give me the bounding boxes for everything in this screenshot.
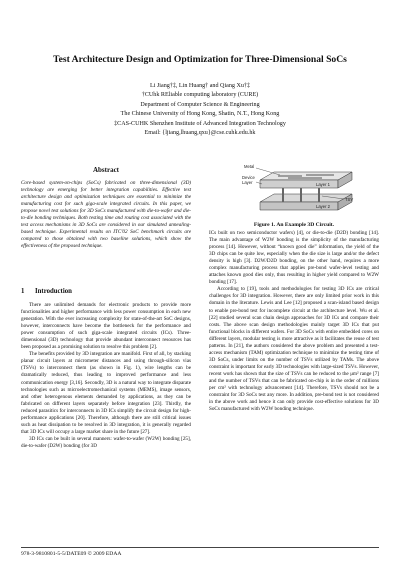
affiliation-lab: †CUhk REliable computing laboratory (CURE) [141, 92, 259, 99]
paragraph: According to [19], tools and methodologies for testing 3D ICs are critical challenges for 3D integration. However, there are only limited prior work in this domain in the literature. Lewis and Lee [12] proposed a scan-island based design to enable pre-bond test for incomplete circuit at the architecture level. Wu et al. [22] studied several scan chain design approaches for 3D ICs and compare their costs. The above scan design methodologies mainly target 3D ICs that put functional blocks in different wafers. For 3D SoCs with entire embedded cores on different layers, modular testing is more attractive as it facilitates the reuse of test patterns. In [21], the authors considered the above problem and presented a test-access mechanism (TAM) optimization technique to minimize the testing time of 3D SoCs, under limits on the number of TSVs utilized by TAMs. The above constraint is important for early 3D technologies with large-sized TSVs. However, recent work has shown that the size of TSVs can be reduced to the μm² range [7] and the number of TSVs that can be fabricated on-chip is in the order of millions per cm² with technology advancement [14]. Therefore, TSVs should not be a constraint for 3D SoCs test any more. In addition, pre-bond test is not considered in the above work and hence it can only provide cost-effective solutions for 3D SoCs manufactured with W2W bonding technique. [209, 286, 379, 413]
abstract-text: Core-based system-on-chips (SoCs) fabricated on three-dimensional (3D) technology are emerging for better integration capabilities. Effective test architecture design and optimization techniques are essential to minimize the manufacturing cost for such giga-scale integrated circuits. In this paper, we propose novel test solutions for 3D SoCs manufactured with die-to-wafer and die-to-die bonding techniques. Both testing time and routing cost associated with the test access mechanisms in 3D SoCs are considered in our simulated annealing-based technique. Experimental results on ITC'02 SoC benchmark circuits are compared to those obtained with two baseline solutions, which show the effectiveness of the proposed technique. [21, 180, 191, 250]
paragraph: ICs built on two semiconductor wafers) [4], or die-to-die (D2D) bonding [14]. The main advantage of W2W bonding is the simplicity of the manufacturing process [14]. However, without “known good die” information, the yield of the 3D chips can be quite low, especially when the die size is large and/or the defect density is high [3]. D2W/D2D bonding, on the other hand, requires a more complex manufacturing process that applies pre-bond wafer-level testing and attaches known good dies only, thus resulting in higher yield compared to W2W bonding [17]. [209, 230, 379, 286]
figure-caption: Figure 1. An Example 3D Circuit. [253, 222, 335, 228]
author-names: Li Jiang†‡, Lin Huang† and Qiang Xu†‡ [149, 83, 251, 89]
section-number: 1 [21, 288, 25, 295]
paragraph: The benefits provided by 3D integration are manifold. First of all, by stacking planar circuit layers at micrometer distances and using through-silicon vias (TSVs) to interconnect them (as shown in Fig. 1), wire lengths can be dramatically reduced, thus leading to improved performance and less communication energy [3,16]. Secondly, 3D is a natural way to integrate disparate technologies such as microelectromechanical systems (MEMS), image sensors, and other heterogenous elements demanded by applications, as they can be fabricated on different layers separately before integration [23]. Thirdly, the reduced parasitics for interconnects in 3D ICs simplify the circuit design for high-performance applications [20]. Therefore, although there are still critical issues such as heat dissipation to be resolved in 3D integration, it is generally regarded that 3D ICs will occupy a large market share in the future [27]. [21, 351, 191, 435]
author-block [20, 82, 380, 138]
label-layer2: Layer 2 [316, 204, 330, 209]
paragraph: There are unlimited demands for electronic products to provide more functionalities and higher performance with less power consumption in each new generation. With the ever increasing complexity for state-of-the-art SoC designs, however, interconnects have become the bottleneck for the performance and power consumption of such giga-scale integrated circuits (ICs). Three-dimensional (3D) technology that provide abundant interconnect resources has been proposed as a promising solution to resolve this problem [2]. [21, 302, 191, 351]
label-layer1: Layer 1 [316, 182, 330, 187]
author-email[interactable]: Email: {ljiang,lhuang,qxu}@cse.cuhk.edu.hk [144, 130, 256, 137]
label-tsv: TSV [345, 197, 354, 202]
figure-3d-circuit [242, 164, 360, 220]
label-device: Device [242, 175, 255, 180]
section-title: Introduction [35, 288, 72, 295]
affiliation-department: Department of Computer Science & Engineering [140, 101, 260, 108]
label-metal: Metal [244, 164, 255, 169]
right-column-body [209, 230, 379, 413]
left-column-body [21, 302, 191, 450]
abstract-heading: Abstract [92, 166, 120, 174]
label-layer: Layer [242, 180, 253, 185]
figure-3d-circuit-drawing [242, 164, 360, 220]
affiliation-university: The Chinese University of Hong Kong, Shatin, N.T., Hong Kong [120, 111, 280, 118]
paragraph: 3D ICs can be built in several manners: wafer-to-wafer (W2W) bonding [25], die-to-wafer (D2W) bonding (for 3D [21, 435, 191, 449]
footer-rule [21, 547, 379, 548]
section-heading-introduction [21, 288, 191, 295]
footer-copyright: 978-3-9810801-5-5/DATE09 © 2009 EDAA [21, 551, 122, 557]
paper-title: Test Architecture Design and Optimization for Three-Dimensional SoCs [53, 54, 347, 65]
affiliation-institute: ‡CAS-CUHK Shenzhen Institute of Advanced Integration Technology [114, 120, 286, 127]
